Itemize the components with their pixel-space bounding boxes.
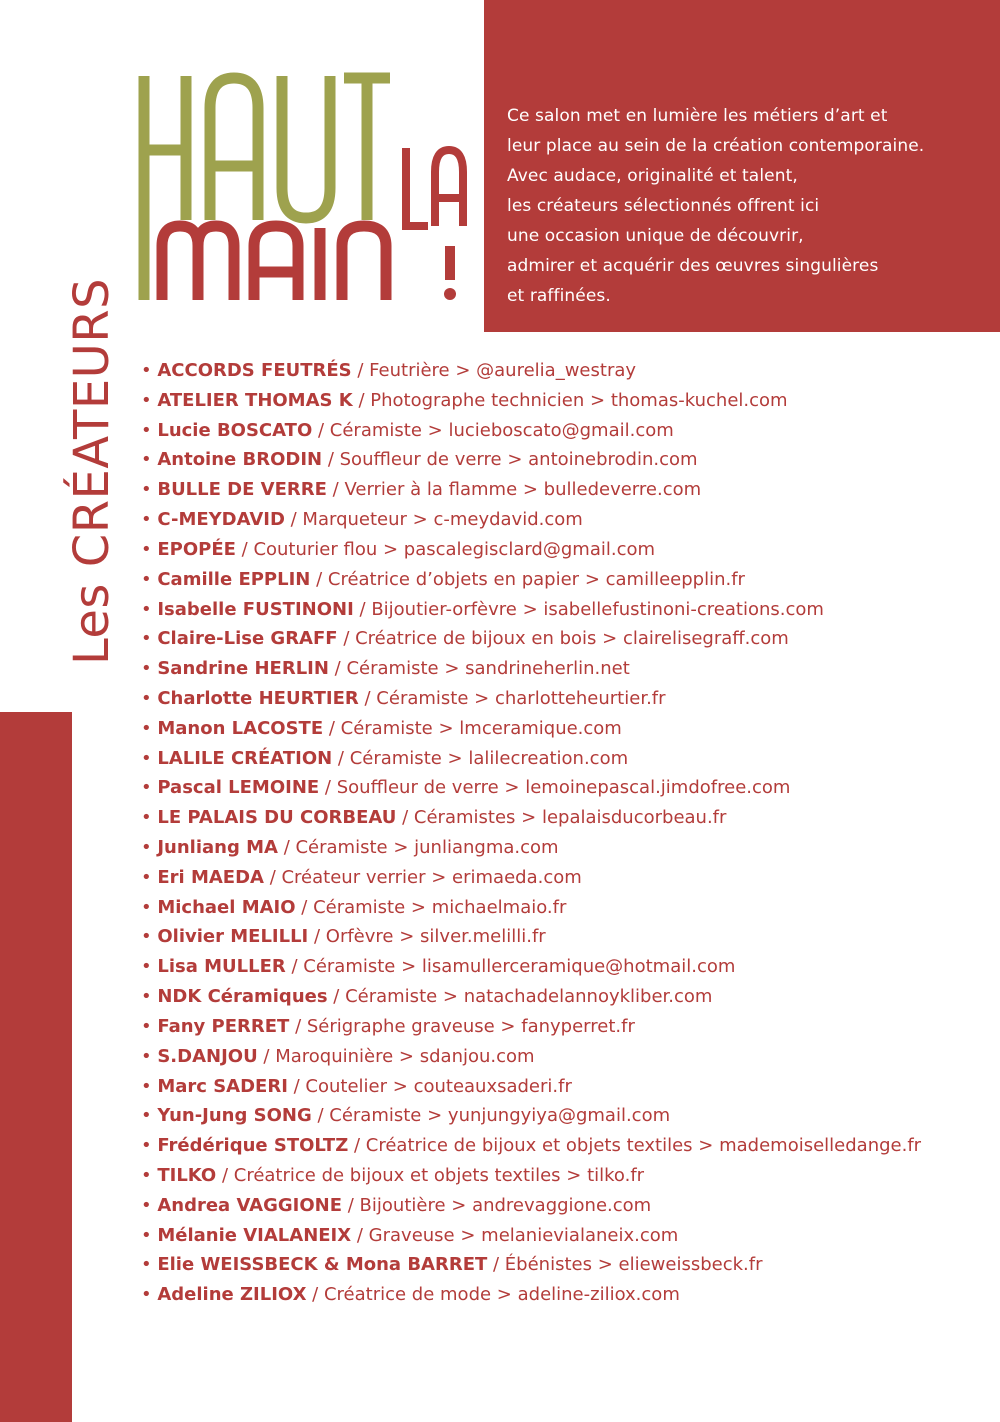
creator-contact: elieweissbeck.fr	[618, 1254, 763, 1276]
creator-contact: isabellefustinoni-creations.com	[543, 598, 824, 620]
creator-contact: lepalaisducorbeau.fr	[541, 807, 727, 829]
separator-slash: /	[322, 449, 340, 471]
creator-name: Eri MAEDA	[157, 866, 264, 888]
bullet-icon: •	[141, 866, 158, 888]
bullet-icon: •	[141, 449, 158, 471]
separator-arrow: >	[432, 717, 460, 739]
bullet-icon: •	[141, 658, 158, 680]
creator-list-item	[141, 714, 921, 744]
creator-contact: @aurelia_westray	[476, 360, 637, 381]
creator-profession: Céramiste	[329, 1105, 422, 1127]
separator-slash: /	[348, 1135, 366, 1157]
bullet-icon: •	[141, 747, 158, 769]
separator-slash: /	[358, 687, 377, 709]
creator-profession: Feutrière	[369, 360, 450, 381]
separator-slash: /	[235, 538, 254, 560]
creator-name: NDK Céramiques	[157, 986, 328, 1008]
creator-profession: Créatrice de mode	[323, 1284, 492, 1306]
separator-slash: /	[295, 896, 314, 918]
creator-profession: Céramiste	[340, 717, 433, 739]
creator-profession: Céramiste	[345, 986, 438, 1008]
creator-profession: Créateur verrier	[281, 866, 426, 888]
creator-name: Junliang MA	[157, 837, 278, 858]
bullet-icon: •	[141, 509, 158, 531]
creator-list-item	[141, 893, 921, 923]
creator-list-item	[141, 833, 921, 863]
creator-list-item	[141, 684, 921, 714]
bullet-icon: •	[141, 1075, 158, 1097]
creator-contact: erimaeda.com	[452, 866, 582, 888]
separator-arrow: >	[405, 896, 432, 918]
bullet-icon: •	[141, 956, 158, 978]
intro-line: leur place au sein de la création contemporaine.	[507, 136, 925, 156]
creator-contact: melanievialaneix.com	[481, 1224, 679, 1246]
creator-profession: Céramiste	[313, 896, 406, 918]
bullet-icon: •	[141, 628, 158, 650]
creator-profession: Sérigraphe graveuse	[306, 1015, 495, 1037]
separator-arrow: >	[425, 866, 453, 888]
separator-arrow: >	[494, 1015, 522, 1037]
separator-slash: /	[327, 986, 346, 1008]
creator-name: Lucie BOSCATO	[157, 419, 313, 441]
separator-arrow: >	[387, 1075, 414, 1097]
creator-profession: Céramiste	[295, 837, 388, 858]
creator-name: LALILE CRÉATION	[157, 747, 333, 769]
haut-la-main-logo	[138, 68, 468, 303]
creator-profession: Céramiste	[349, 747, 442, 769]
separator-slash: /	[306, 1284, 324, 1306]
creator-list-item	[141, 922, 921, 952]
separator-arrow: >	[491, 1284, 518, 1306]
separator-slash: /	[323, 717, 341, 739]
separator-slash: /	[289, 1015, 307, 1037]
creator-profession: Céramiste	[376, 687, 469, 709]
creator-list-item	[141, 1131, 921, 1161]
separator-arrow: >	[498, 777, 526, 799]
bullet-icon: •	[141, 568, 158, 590]
separator-arrow: >	[421, 1105, 448, 1127]
creator-profession: Céramistes	[413, 807, 516, 829]
creator-contact: silver.melilli.fr	[420, 926, 546, 948]
creator-list-item	[141, 744, 921, 774]
creator-contact: lisamullerceramique@hotmail.com	[421, 956, 736, 978]
creator-contact: mademoiselledange.fr	[719, 1135, 922, 1157]
creator-contact: sdanjou.com	[419, 1045, 535, 1067]
creator-list-item	[141, 595, 921, 625]
creator-list-item	[141, 505, 921, 535]
creator-list-item	[141, 1072, 921, 1102]
creator-contact: lmceramique.com	[459, 717, 622, 739]
creator-list-item	[141, 386, 921, 416]
creator-contact: junliangma.com	[414, 837, 559, 858]
creator-name: LE PALAIS DU CORBEAU	[157, 807, 397, 829]
creator-name: Sandrine HERLIN	[157, 658, 329, 680]
creator-contact: charlotteheurtier.fr	[494, 687, 666, 709]
separator-slash: /	[351, 1224, 369, 1246]
creator-list-item	[141, 803, 921, 833]
creator-contact: sandrineherlin.net	[465, 658, 630, 680]
creators-list	[141, 356, 921, 1310]
bullet-icon: •	[141, 687, 158, 709]
creator-list-item	[141, 1012, 921, 1042]
separator-arrow: >	[579, 568, 606, 590]
separator-arrow: >	[438, 658, 466, 680]
separator-slash: /	[326, 479, 345, 501]
creator-contact: clairelisegraff.com	[622, 628, 789, 650]
creator-name: Pascal LEMOINE	[157, 777, 320, 799]
separator-arrow: >	[437, 986, 464, 1008]
section-title-vertical: Les CRÉATEURS	[64, 277, 120, 665]
creator-contact: couteauxsaderi.fr	[413, 1075, 572, 1097]
creator-list-item	[141, 1280, 921, 1310]
creator-name: ACCORDS FEUTRÉS	[157, 360, 352, 381]
creator-list-item	[141, 1042, 921, 1072]
creator-contact: thomas-kuchel.com	[610, 389, 788, 411]
creator-name: Adeline ZILIOX	[157, 1284, 307, 1306]
creator-profession: Verrier à la flamme	[344, 479, 518, 501]
bullet-icon: •	[141, 1284, 158, 1306]
creator-profession: Céramiste	[329, 419, 422, 441]
creator-name: ATELIER THOMAS K	[157, 389, 353, 411]
bullet-icon: •	[141, 777, 158, 799]
creator-name: C-MEYDAVID	[157, 509, 285, 531]
creator-list-item	[141, 1191, 921, 1221]
creator-name: Marc SADERI	[157, 1075, 288, 1097]
creator-list-item	[141, 952, 921, 982]
separator-slash: /	[257, 1045, 276, 1067]
creator-profession: Coutelier	[305, 1075, 388, 1097]
creator-name: Andrea VAGGIONE	[157, 1194, 343, 1216]
bullet-icon: •	[141, 479, 158, 501]
bullet-icon: •	[141, 360, 158, 381]
creator-profession: Couturier flou	[253, 538, 378, 560]
separator-slash: /	[263, 866, 282, 888]
creator-profession: Ébénistes	[504, 1254, 592, 1276]
creator-profession: Céramiste	[346, 658, 439, 680]
creator-profession: Créatrice d’objets en papier	[327, 568, 580, 590]
bullet-icon: •	[141, 926, 158, 948]
separator-slash: /	[319, 777, 337, 799]
creator-name: Frédérique STOLTZ	[157, 1135, 349, 1157]
creator-list-item	[141, 1250, 921, 1280]
separator-arrow: >	[692, 1135, 720, 1157]
separator-arrow: >	[395, 956, 422, 978]
creator-profession: Créatrice de bijoux et objets textiles	[233, 1164, 561, 1186]
bullet-icon: •	[141, 1135, 158, 1157]
separator-arrow: >	[421, 419, 449, 441]
creator-name: Michael MAIO	[157, 896, 296, 918]
bullet-icon: •	[141, 837, 158, 858]
separator-arrow: >	[591, 1254, 619, 1276]
creator-profession: Créatrice de bijoux en bois	[355, 628, 597, 650]
creator-name: EPOPÉE	[157, 538, 236, 560]
bullet-icon: •	[141, 598, 158, 620]
separator-arrow: >	[560, 1164, 588, 1186]
creator-contact: natachadelannoykliber.com	[463, 986, 713, 1008]
creator-contact: adeline-ziliox.com	[517, 1284, 680, 1306]
bullet-icon: •	[141, 717, 158, 739]
bullet-icon: •	[141, 807, 158, 829]
separator-slash: /	[311, 1105, 330, 1127]
separator-arrow: >	[515, 807, 542, 829]
bullet-icon: •	[141, 1224, 158, 1246]
creator-name: Elie WEISSBECK & Mona BARRET	[157, 1254, 488, 1276]
creator-list-item	[141, 654, 921, 684]
separator-slash: /	[337, 628, 356, 650]
separator-arrow: >	[393, 926, 421, 948]
creator-profession: Souffleur de verre	[336, 777, 499, 799]
creator-profession: Bijoutier-orfèvre	[371, 598, 517, 620]
creator-list-item	[141, 1161, 921, 1191]
left-accent-bar	[0, 712, 72, 1422]
separator-arrow: >	[517, 479, 544, 501]
creator-profession: Graveuse	[368, 1224, 455, 1246]
creator-contact: tilko.fr	[587, 1164, 645, 1186]
separator-arrow: >	[501, 449, 529, 471]
intro-panel	[484, 0, 1000, 332]
creator-name: Charlotte HEURTIER	[157, 687, 359, 709]
creator-contact: lalilecreation.com	[468, 747, 629, 769]
separator-arrow: >	[584, 389, 611, 411]
separator-slash: /	[487, 1254, 505, 1276]
separator-slash: /	[396, 807, 414, 829]
creator-contact: andrevaggione.com	[472, 1194, 652, 1216]
creator-list-item	[141, 1101, 921, 1131]
separator-slash: /	[312, 419, 330, 441]
separator-slash: /	[352, 389, 371, 411]
separator-slash: /	[353, 598, 372, 620]
separator-slash: /	[287, 1075, 306, 1097]
creator-name: Manon LACOSTE	[157, 717, 324, 739]
creator-contact: yunjungyiya@gmail.com	[447, 1105, 671, 1127]
creator-list-item	[141, 624, 921, 654]
separator-slash: /	[342, 1194, 360, 1216]
separator-arrow: >	[393, 1045, 420, 1067]
separator-slash: /	[308, 926, 326, 948]
separator-arrow: >	[468, 687, 495, 709]
creator-contact: c-meydavid.com	[433, 509, 583, 531]
creator-name: Olivier MELILLI	[157, 926, 309, 948]
creator-list-item	[141, 1221, 921, 1251]
separator-arrow: >	[406, 509, 434, 531]
separator-slash: /	[351, 360, 370, 381]
creator-contact: lucieboscato@gmail.com	[448, 419, 674, 441]
creator-list-item	[141, 982, 921, 1012]
creator-contact: antoinebrodin.com	[528, 449, 698, 471]
bullet-icon: •	[141, 1015, 158, 1037]
separator-arrow: >	[387, 837, 415, 858]
separator-arrow: >	[377, 538, 404, 560]
creator-contact: michaelmaio.fr	[431, 896, 567, 918]
creator-name: TILKO	[157, 1164, 217, 1186]
creator-name: Mélanie VIALANEIX	[157, 1224, 352, 1246]
creator-profession: Maroquinière	[275, 1045, 394, 1067]
creator-profession: Orfèvre	[325, 926, 394, 948]
intro-line: une occasion unique de découvrir,	[507, 226, 804, 246]
bullet-icon: •	[141, 986, 158, 1008]
bullet-icon: •	[141, 1045, 158, 1067]
separator-arrow: >	[596, 628, 623, 650]
creator-list-item	[141, 565, 921, 595]
creator-name: Camille EPPLIN	[157, 568, 311, 590]
intro-line: admirer et acquérir des œuvres singulières	[507, 256, 879, 276]
bullet-icon: •	[141, 1164, 158, 1186]
creator-name: S.DANJOU	[157, 1045, 258, 1067]
creator-profession: Photographe technicien	[370, 389, 585, 411]
intro-line: Avec audace, originalité et talent,	[507, 166, 798, 186]
separator-slash: /	[310, 568, 328, 590]
separator-arrow: >	[441, 747, 469, 769]
creator-contact: fanyperret.fr	[521, 1015, 635, 1037]
bullet-icon: •	[141, 538, 158, 560]
bullet-icon: •	[141, 389, 158, 411]
separator-slash: /	[285, 956, 304, 978]
creator-list-item	[141, 535, 921, 565]
creator-contact: lemoinepascal.jimdofree.com	[525, 777, 791, 799]
bullet-icon: •	[141, 1105, 158, 1127]
separator-arrow: >	[454, 1224, 482, 1246]
creator-list-item	[141, 416, 921, 446]
creator-name: Yun-Jung SONG	[157, 1105, 312, 1127]
creator-contact: bulledeverre.com	[543, 479, 702, 501]
creator-name: Lisa MULLER	[157, 956, 286, 978]
bullet-icon: •	[141, 896, 158, 918]
intro-line: Ce salon met en lumière les métiers d’art et	[507, 106, 888, 126]
separator-arrow: >	[516, 598, 544, 620]
creator-name: Isabelle FUSTINONI	[157, 598, 354, 620]
bullet-icon: •	[141, 1194, 158, 1216]
creator-name: BULLE DE VERRE	[157, 479, 327, 501]
separator-arrow: >	[445, 1194, 473, 1216]
creator-list-item	[141, 475, 921, 505]
creator-contact: camilleepplin.fr	[605, 568, 745, 590]
creator-contact: pascalegisclard@gmail.com	[403, 538, 656, 560]
separator-slash: /	[284, 509, 303, 531]
creator-list-item	[141, 863, 921, 893]
intro-line: et raffinées.	[507, 286, 611, 306]
separator-slash: /	[332, 747, 350, 769]
logo-word-haut: HAUT	[138, 68, 141, 69]
intro-line: les créateurs sélectionnés offrent ici	[507, 196, 820, 216]
creator-list-item	[141, 445, 921, 475]
separator-slash: /	[216, 1164, 234, 1186]
separator-arrow: >	[449, 360, 477, 381]
creator-profession: Créatrice de bijoux et objets textiles	[365, 1135, 693, 1157]
creator-name: Fany PERRET	[157, 1015, 290, 1037]
bullet-icon: •	[141, 1254, 158, 1276]
creator-profession: Souffleur de verre	[339, 449, 502, 471]
creator-list-item	[141, 773, 921, 803]
bullet-icon: •	[141, 419, 158, 441]
separator-slash: /	[328, 658, 347, 680]
creator-profession: Céramiste	[303, 956, 396, 978]
creator-list-item	[141, 356, 921, 386]
creator-name: Antoine BRODIN	[157, 449, 323, 471]
creator-name: Claire-Lise GRAFF	[157, 628, 338, 650]
creator-profession: Marqueteur	[302, 509, 407, 531]
creator-profession: Bijoutière	[359, 1194, 446, 1216]
separator-slash: /	[277, 837, 296, 858]
